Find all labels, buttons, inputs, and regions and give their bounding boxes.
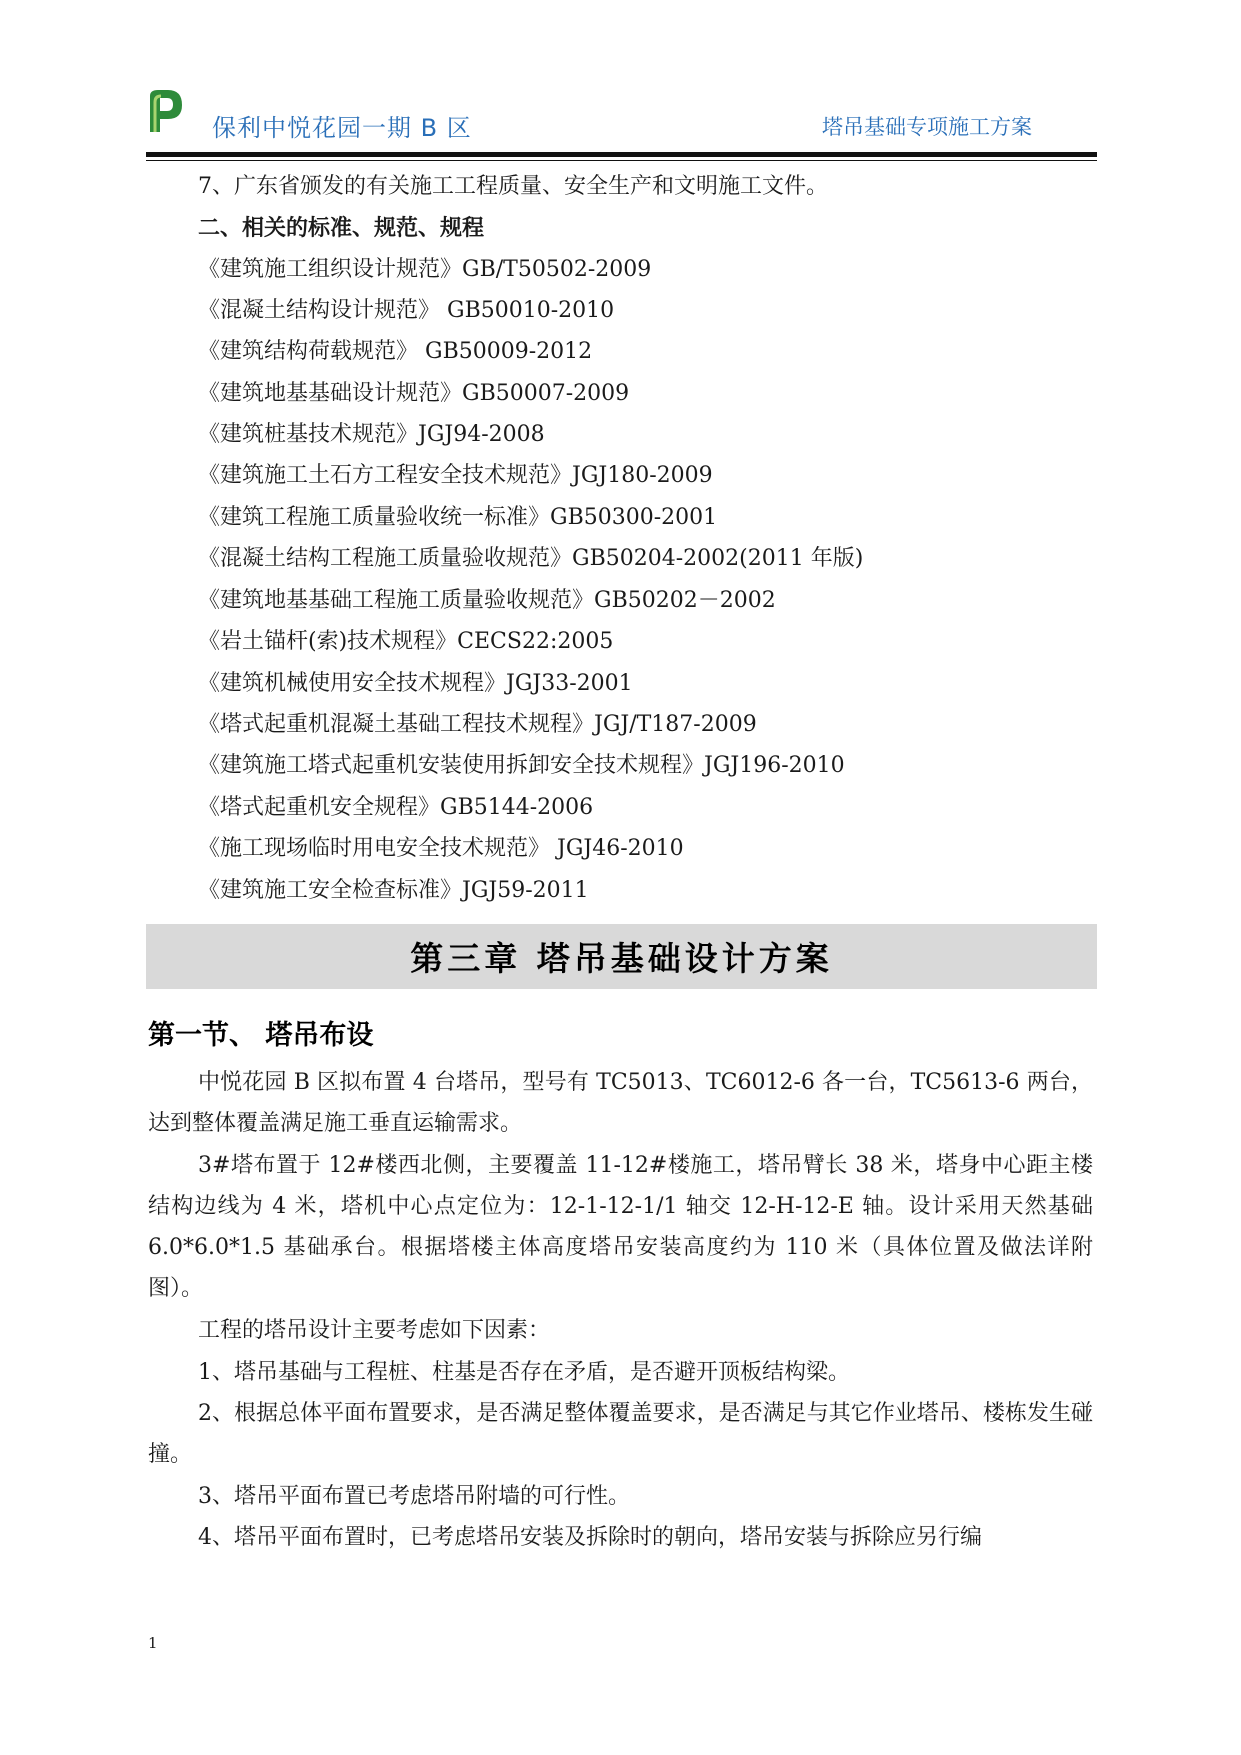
paragraph-text: 4、塔吊平面布置时，已考虑塔吊安装及拆除时的朝向，塔吊安装与拆除应另行编 — [198, 1525, 982, 1550]
standard-item: 《岩土锚杆(索)技术规程》CECS22:2005 — [198, 629, 614, 654]
paragraph-text: 3#塔布置于 12#楼西北侧，主要覆盖 11-12#楼施工，塔吊臂长 38 米，塔身中心距主楼结构边线为 4 米，塔机中心点定位为：12-1-12-1/1 轴交 12-H-12-E 轴。设计采用天然基础 6.0*6.0*1.5 基础承台。根据塔楼主体高度塔吊安装高度约为 110 米（具体位置及做法详附图）。 — [148, 1153, 1093, 1301]
body-paragraph — [148, 1145, 1093, 1309]
standard-item: 《建筑地基基础工程施工质量验收规范》GB50202－2002 — [198, 588, 776, 613]
paragraph-text: 3、塔吊平面布置已考虑塔吊附墙的可行性。 — [198, 1484, 630, 1509]
paragraph-text: 2、根据总体平面布置要求，是否满足整体覆盖要求，是否满足与其它作业塔吊、楼栋发生碰撞。 — [148, 1401, 1093, 1467]
paragraph-text: 工程的塔吊设计主要考虑如下因素： — [198, 1318, 551, 1343]
intro-item: 7、广东省颁发的有关施工工程质量、安全生产和文明施工文件。 — [198, 174, 828, 199]
standard-item: 《建筑机械使用安全技术规程》JGJ33-2001 — [198, 671, 633, 696]
standard-item: 《建筑桩基技术规范》JGJ94-2008 — [198, 422, 545, 447]
standard-item: 《混凝土结构工程施工质量验收规范》GB50204-2002(2011 年版) — [198, 546, 864, 571]
standard-item: 《塔式起重机安全规程》GB5144-2006 — [198, 795, 594, 820]
standard-item: 《建筑工程施工质量验收统一标准》GB50300-2001 — [198, 505, 718, 530]
header-rule-thin — [146, 160, 1097, 161]
standard-item: 《混凝土结构设计规范》 GB50010-2010 — [198, 298, 615, 323]
paragraph-text: 1、塔吊基础与工程桩、柱基是否存在矛盾，是否避开顶板结构梁。 — [198, 1360, 850, 1385]
standard-item: 《建筑施工土石方工程安全技术规范》JGJ180-2009 — [198, 463, 713, 488]
body-paragraph — [148, 1062, 1093, 1144]
standard-item: 《建筑地基基础设计规范》GB50007-2009 — [198, 381, 630, 406]
standard-item: 《施工现场临时用电安全技术规范》 JGJ46-2010 — [198, 836, 684, 861]
body-paragraph — [148, 1352, 1093, 1393]
chapter-title: 第三章 塔吊基础设计方案 — [410, 939, 833, 978]
header-project-name: 保利中悦花园一期 B 区 — [212, 114, 472, 142]
page-number: 1 — [148, 1634, 158, 1652]
standard-item: 《建筑结构荷载规范》 GB50009-2012 — [198, 339, 593, 364]
standard-item: 《建筑施工塔式起重机安装使用拆卸安全技术规程》JGJ196-2010 — [198, 753, 845, 778]
chapter-banner — [146, 924, 1097, 989]
body-paragraph — [148, 1476, 1093, 1517]
section-title: 第一节、 塔吊布设 — [148, 1020, 374, 1051]
standard-item: 《建筑施工安全检查标准》JGJ59-2011 — [198, 878, 589, 903]
header-rule-thick — [146, 152, 1097, 157]
body-paragraph — [148, 1517, 1093, 1558]
standard-item: 《建筑施工组织设计规范》GB/T50502-2009 — [198, 257, 652, 282]
paragraph-text: 中悦花园 B 区拟布置 4 台塔吊，型号有 TC5013、TC6012-6 各一台，TC5613-6 两台，达到整体覆盖满足施工垂直运输需求。 — [148, 1070, 1093, 1136]
standards-heading: 二、相关的标准、规范、规程 — [198, 215, 485, 241]
company-logo-icon — [146, 88, 184, 134]
body-paragraph — [148, 1310, 1093, 1351]
body-paragraph — [148, 1393, 1093, 1475]
standard-item: 《塔式起重机混凝土基础工程技术规程》JGJ/T187-2009 — [198, 712, 757, 737]
header-document-title: 塔吊基础专项施工方案 — [822, 115, 1032, 139]
